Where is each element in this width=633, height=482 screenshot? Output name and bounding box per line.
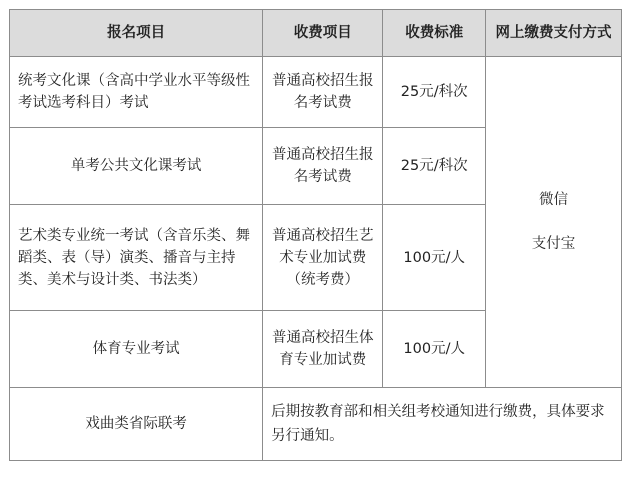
exam-item-cell: 体育专业考试 bbox=[10, 311, 263, 388]
payment-method-wechat: 微信 bbox=[538, 192, 568, 208]
exam-item-cell: 单考公共文化课考试 bbox=[10, 128, 263, 205]
header-row bbox=[10, 10, 622, 57]
fee-standard-cell: 100元/人 bbox=[383, 311, 486, 388]
payment-method-alipay: 支付宝 bbox=[531, 236, 576, 252]
header-fee-standard: 收费标准 bbox=[383, 10, 486, 57]
fee-item-cell: 普通高校招生体育专业加试费 bbox=[263, 311, 383, 388]
fee-item-cell: 普通高校招生报名考试费 bbox=[263, 128, 383, 205]
exam-item-cell: 戏曲类省际联考 bbox=[10, 388, 263, 461]
header-fee-item: 收费项目 bbox=[263, 10, 383, 57]
exam-item-cell: 统考文化课（含高中学业水平等级性考试选考科目）考试 bbox=[10, 57, 263, 128]
fee-item-cell: 普通高校招生艺术专业加试费（统考费） bbox=[263, 205, 383, 311]
header-payment-method: 网上缴费支付方式 bbox=[485, 10, 621, 57]
fee-item-cell: 普通高校招生报名考试费 bbox=[263, 57, 383, 128]
note-cell: 后期按教育部和相关组考校通知进行缴费，具体要求另行通知。 bbox=[263, 388, 622, 461]
fee-table bbox=[9, 9, 622, 461]
fee-standard-cell: 25元/科次 bbox=[383, 128, 486, 205]
fee-standard-cell: 100元/人 bbox=[383, 205, 486, 311]
table-row bbox=[10, 57, 622, 128]
header-exam-item: 报名项目 bbox=[10, 10, 263, 57]
table-row bbox=[10, 388, 622, 461]
fee-standard-cell: 25元/科次 bbox=[383, 57, 486, 128]
payment-method-cell bbox=[485, 57, 621, 388]
exam-item-cell: 艺术类专业统一考试（含音乐类、舞蹈类、表（导）演类、播音与主持类、美术与设计类、书法类） bbox=[10, 205, 263, 311]
